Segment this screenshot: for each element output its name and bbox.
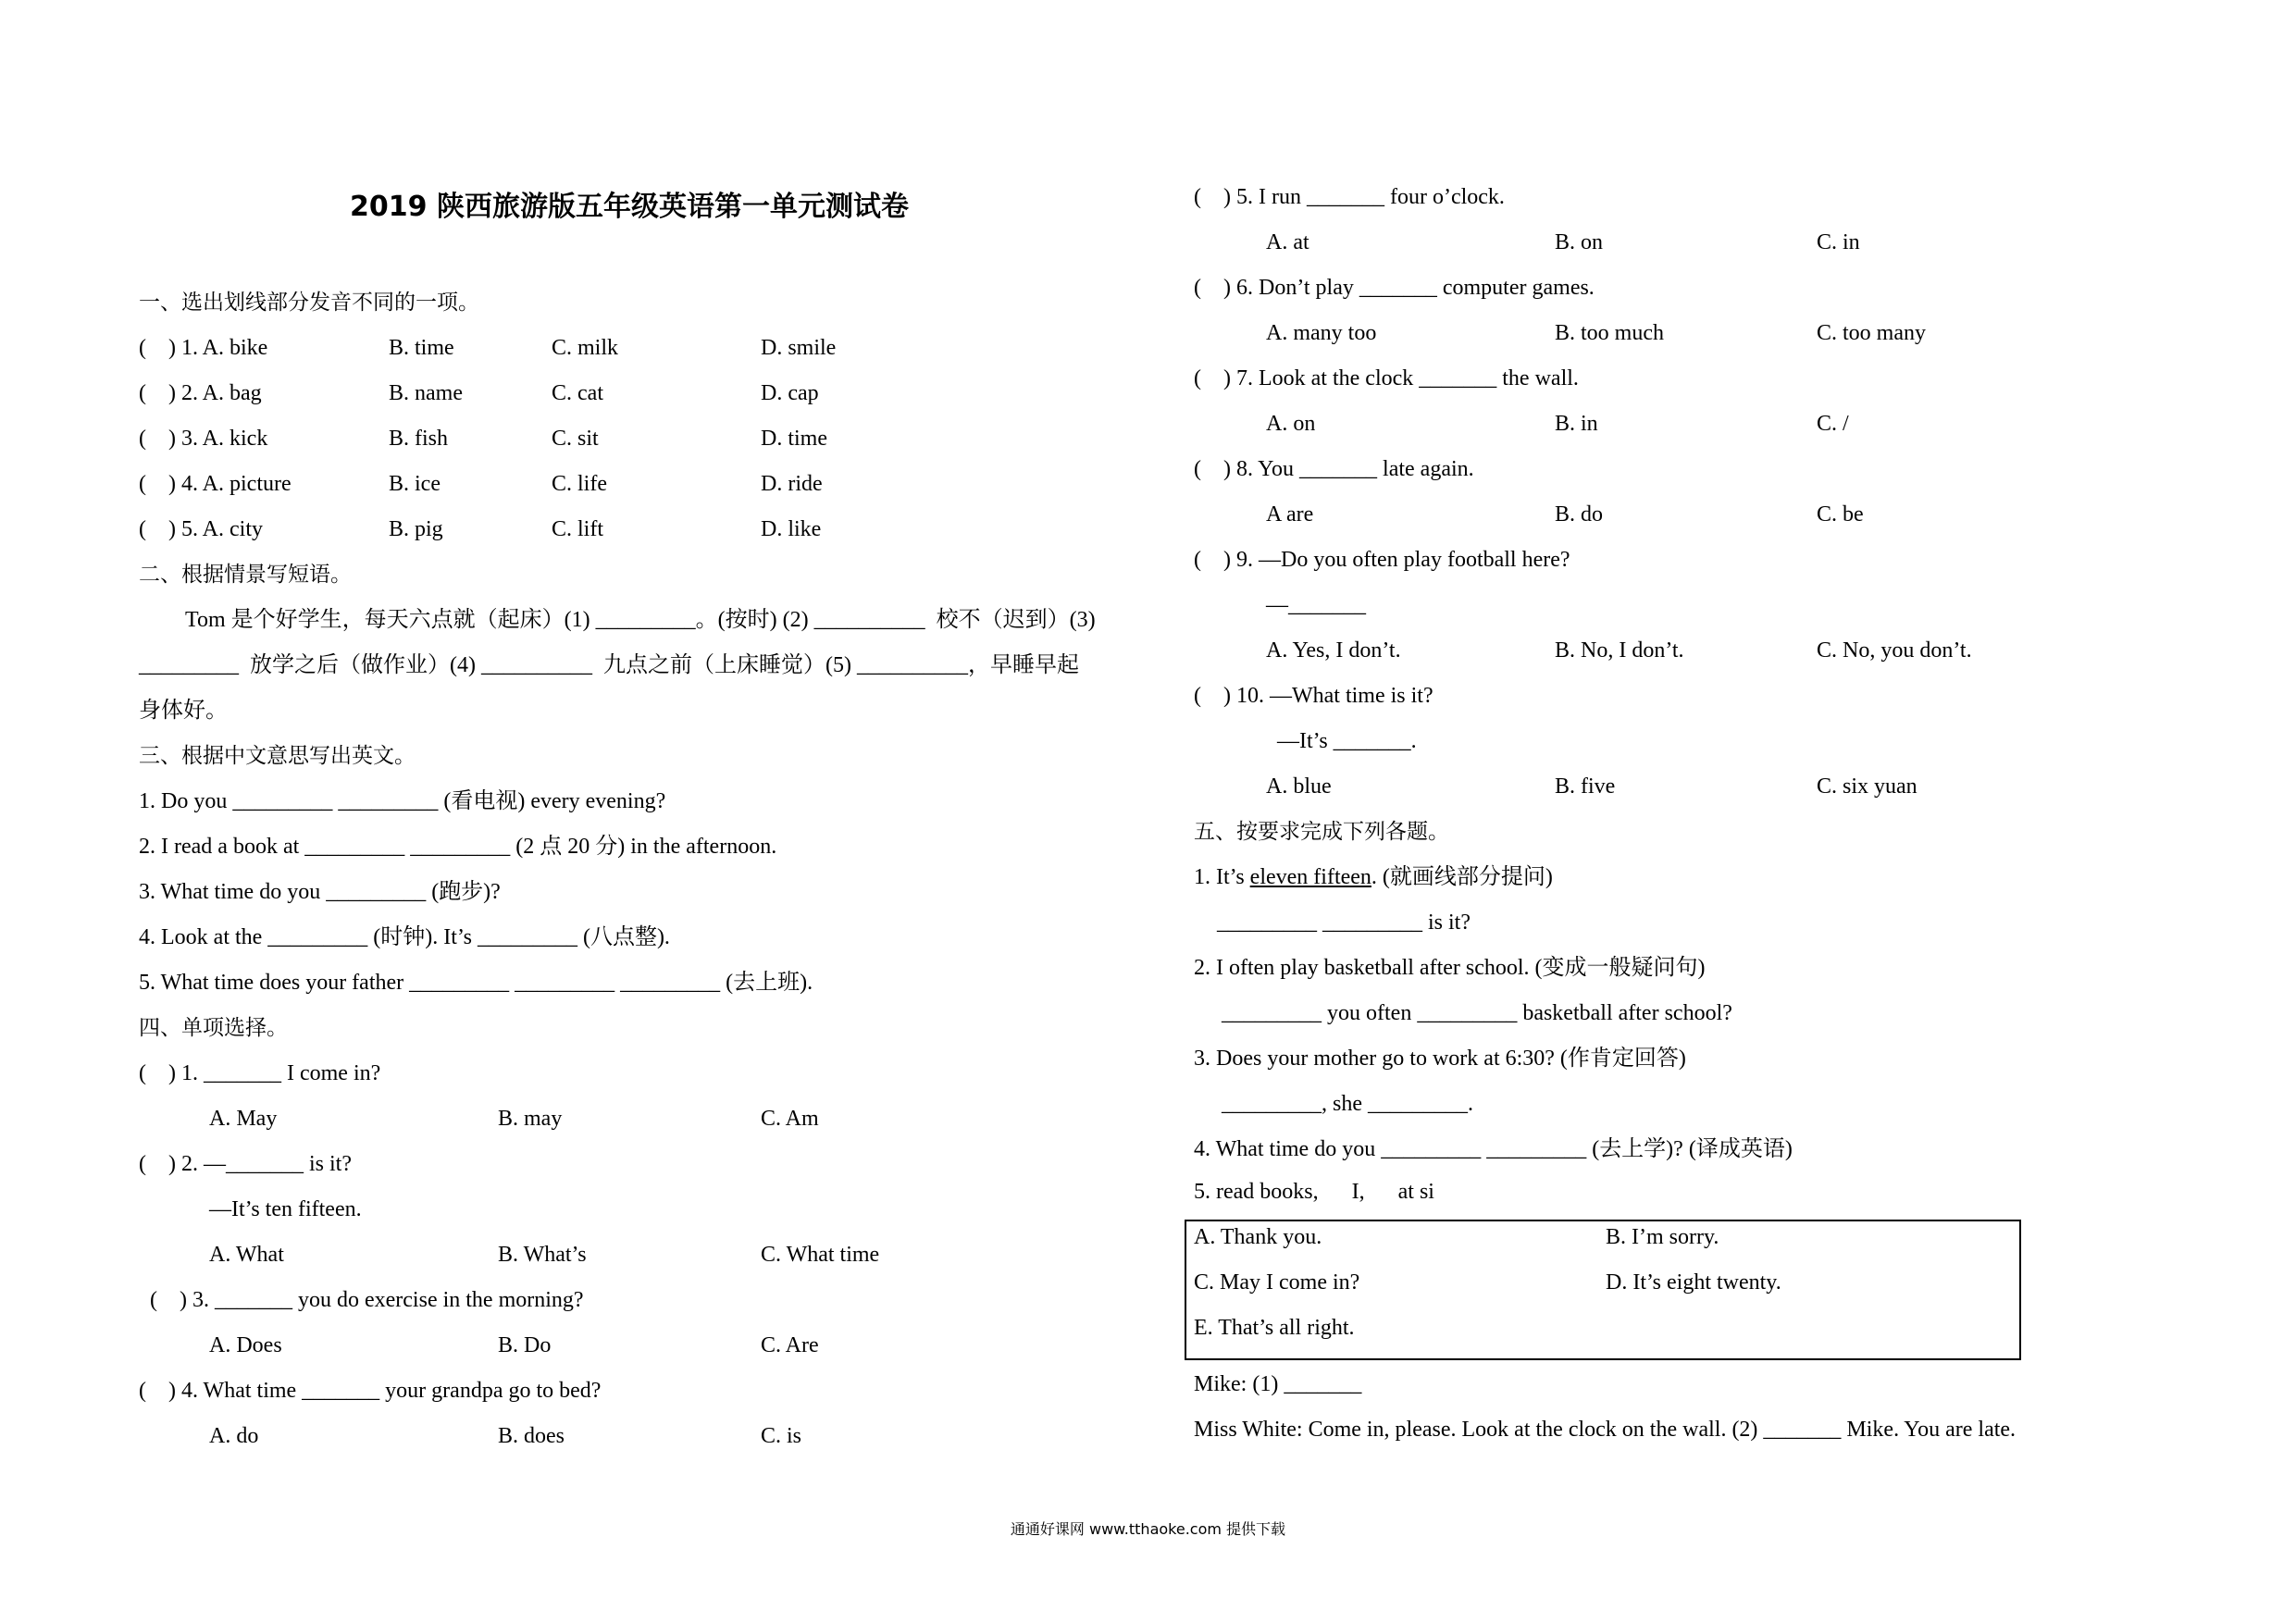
- part1-q2-d: D. cap: [761, 381, 819, 405]
- part4-q7-a: A. on: [1266, 412, 1316, 436]
- part4-q2-c: C. What time: [761, 1243, 880, 1267]
- part5-q2: 2. I often play basketball after school. (变成一般疑问句): [1194, 956, 1706, 980]
- part4-q8: ( ) 8. You _______ late again.: [1194, 457, 1474, 481]
- part4-q3-b: B. Do: [498, 1333, 552, 1357]
- part5-q2-answer: _________ you often _________ basketball after school?: [1222, 1001, 1732, 1025]
- part4-q9-b: B. No, I don’t.: [1555, 638, 1684, 663]
- part1-q2-c: C. cat: [552, 381, 603, 405]
- dialog-line-2: Miss White: Come in, please. Look at the clock on the wall. (2) _______ Mike. You are late.: [1194, 1418, 2017, 1442]
- section-4-heading: 四、单项选择。: [139, 1016, 288, 1040]
- part1-q2-b: B. name: [389, 381, 463, 405]
- box-option-d: D. It’s eight twenty.: [1606, 1270, 1781, 1295]
- part4-q9-a: A. Yes, I don’t.: [1266, 638, 1401, 663]
- part5-q1-underlined: eleven fifteen: [1249, 865, 1371, 889]
- part4-q1-b: B. may: [498, 1107, 563, 1131]
- part1-q1: ( ) 1. A. bike: [139, 336, 268, 360]
- part4-q8-c: C. be: [1817, 502, 1864, 527]
- part3-q2: 2. I read a book at _________ _________ (2 点 20 分) in the afternoon.: [139, 835, 777, 859]
- part1-q3-b: B. fish: [389, 427, 449, 451]
- part4-q7-b: B. in: [1555, 412, 1598, 436]
- part5-q4: 4. What time do you _________ _________ (去上学)? (译成英语): [1194, 1137, 1793, 1161]
- part5-q3: 3. Does your mother go to work at 6:30? (作肯定回答): [1194, 1047, 1686, 1071]
- part4-q3-a: A. Does: [209, 1333, 282, 1357]
- part4-q9: ( ) 9. —Do you often play football here?: [1194, 548, 1570, 572]
- part4-q7: ( ) 7. Look at the clock _______ the wall.: [1194, 366, 1579, 390]
- part1-q5-b: B. pig: [389, 517, 443, 541]
- footer-credit: 通通好课网 www.tthaoke.com 提供下载: [1010, 1520, 1286, 1538]
- part4-q8-a: A are: [1266, 502, 1314, 527]
- part4-q3: ( ) 3. _______ you do exercise in the morning?: [150, 1288, 584, 1312]
- part4-q4: ( ) 4. What time _______ your grandpa go to bed?: [139, 1379, 602, 1403]
- part4-q1-a: A. May: [209, 1107, 278, 1131]
- part4-q10: ( ) 10. —What time is it?: [1194, 684, 1433, 708]
- part2-line1: Tom 是个好学生，每天六点就（起床）(1) _________。(按时) (2) __________ 校不（迟到）(3): [185, 608, 1096, 632]
- part5-q1-post: . (就画线部分提问): [1371, 865, 1553, 889]
- part1-q5: ( ) 5. A. city: [139, 517, 263, 541]
- part4-q2-b: B. What’s: [498, 1243, 587, 1267]
- part5-q3-answer: _________, she _________.: [1222, 1092, 1473, 1116]
- part4-q7-c: C. /: [1817, 412, 1849, 436]
- part4-q5: ( ) 5. I run _______ four o’clock.: [1194, 185, 1505, 209]
- part2-line2: _________ 放学之后（做作业）(4) __________ 九点之前（上床睡觉）(5) __________，早睡早起: [139, 653, 1079, 677]
- part4-q4-c: C. is: [761, 1424, 802, 1448]
- part4-q6-c: C. too many: [1817, 321, 1926, 345]
- part1-q1-d: D. smile: [761, 336, 837, 360]
- section-5-heading: 五、按要求完成下列各题。: [1194, 820, 1449, 844]
- part4-q10-sub: —It’s _______.: [1277, 729, 1417, 753]
- box-option-b: B. I’m sorry.: [1606, 1225, 1719, 1249]
- part4-q3-c: C. Are: [761, 1333, 819, 1357]
- part5-q5: 5. read books, I, at si: [1194, 1180, 1434, 1204]
- section-2-heading: 二、根据情景写短语。: [139, 563, 352, 587]
- part2-line3: 身体好。: [139, 699, 228, 723]
- part4-q5-c: C. in: [1817, 230, 1860, 254]
- part4-q6-b: B. too much: [1555, 321, 1664, 345]
- part4-q8-b: B. do: [1555, 502, 1604, 527]
- part1-q5-c: C. lift: [552, 517, 604, 541]
- part1-q4: ( ) 4. A. picture: [139, 472, 292, 496]
- part3-q1: 1. Do you _________ _________ (看电视) every evening?: [139, 789, 666, 813]
- part4-q10-b: B. five: [1555, 774, 1616, 799]
- box-option-e: E. That’s all right.: [1194, 1316, 1355, 1340]
- part3-q4: 4. Look at the _________ (时钟). It’s _________ (八点整).: [139, 925, 670, 949]
- part5-q1: [1194, 863, 1553, 891]
- part3-q5: 5. What time does your father _________ _________ _________ (去上班).: [139, 971, 813, 995]
- section-3-heading: 三、根据中文意思写出英文。: [139, 744, 416, 768]
- part4-q6-a: A. many too: [1266, 321, 1377, 345]
- part1-q5-d: D. like: [761, 517, 822, 541]
- part1-q1-b: B. time: [389, 336, 454, 360]
- part4-q2-sub: —It’s ten fifteen.: [209, 1197, 362, 1221]
- part4-q2: ( ) 2. —_______ is it?: [139, 1152, 352, 1176]
- box-option-c: C. May I come in?: [1194, 1270, 1360, 1295]
- part1-q3: ( ) 3. A. kick: [139, 427, 268, 451]
- part1-q1-c: C. milk: [552, 336, 619, 360]
- part1-q2: ( ) 2. A. bag: [139, 381, 262, 405]
- part4-q5-a: A. at: [1266, 230, 1309, 254]
- part4-q4-a: A. do: [209, 1424, 259, 1448]
- page-title: 2019 陕西旅游版五年级英语第一单元测试卷: [350, 191, 909, 223]
- part4-q6: ( ) 6. Don’t play _______ computer games.: [1194, 276, 1595, 300]
- part3-q3: 3. What time do you _________ (跑步)?: [139, 880, 501, 904]
- part4-q1: ( ) 1. _______ I come in?: [139, 1061, 381, 1085]
- part4-q4-b: B. does: [498, 1424, 565, 1448]
- part4-q5-b: B. on: [1555, 230, 1604, 254]
- dialog-line-1: Mike: (1) _______: [1194, 1372, 1362, 1396]
- part1-q4-c: C. life: [552, 472, 607, 496]
- part4-q10-a: A. blue: [1266, 774, 1332, 799]
- section-1-heading: 一、选出划线部分发音不同的一项。: [139, 291, 479, 315]
- part5-q1-pre: 1. It’s: [1194, 865, 1250, 889]
- part1-q3-c: C. sit: [552, 427, 599, 451]
- part1-q4-b: B. ice: [389, 472, 441, 496]
- box-option-a: A. Thank you.: [1194, 1225, 1322, 1249]
- part1-q3-d: D. time: [761, 427, 827, 451]
- part4-q10-c: C. six yuan: [1817, 774, 1917, 799]
- part1-q4-d: D. ride: [761, 472, 823, 496]
- part4-q2-a: A. What: [209, 1243, 284, 1267]
- part4-q9-sub: —_______: [1266, 593, 1366, 617]
- part4-q9-c: C. No, you don’t.: [1817, 638, 1972, 663]
- part5-q1-answer: _________ _________ is it?: [1217, 911, 1471, 935]
- part4-q1-c: C. Am: [761, 1107, 819, 1131]
